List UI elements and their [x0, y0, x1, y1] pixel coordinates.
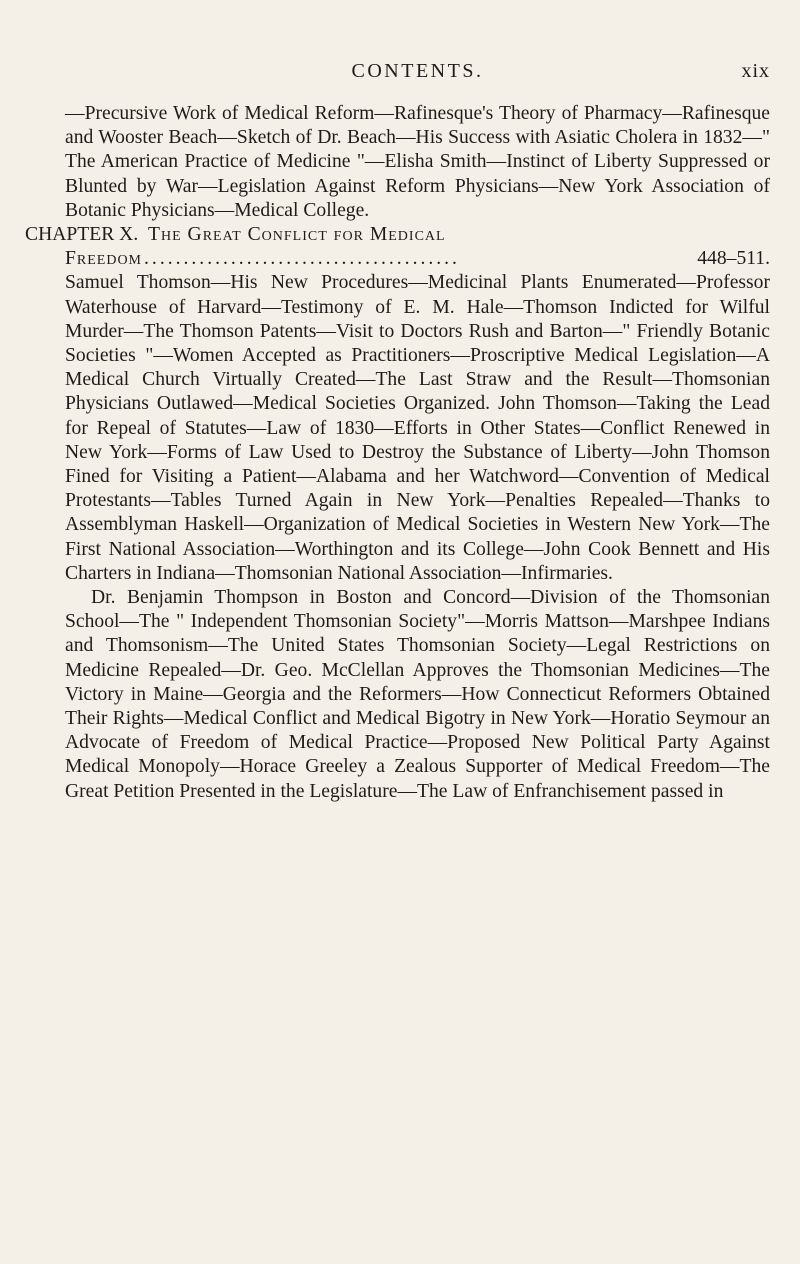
chapter-summary: Samuel Thomson—His New Procedures—Medicinal Plants Enumerated—Professor Waterhouse of Harvard—Testimony of E. M. Hale—Thomson Indicted for Wilful Murder—The Thomson Patents—Visit to Doctors Rush and Barton—" Friendly Botanic Societies "—Women Accepted as Practitioners—Proscriptive Medical Legislation—A Medical Church Virtually Created—The Last Straw and the Result—Thomsonian Physicians Outlawed—Medical Societies Organized. John Thomson—Taking the Lead for Repeal of Statutes—Law of 1830—Efforts in Other States—Conflict Renewed in New York—Forms of Law Used to Destroy the Substance of Liberty—John Thomson Fined for Visiting a Patient—Alabama and her Watchword—Convention of Medical Protestants—Tables Turned Again in New York—Penalties Repealed—Thanks to Assemblyman Haskell—Organization of Medical Societies in Western New York—The First National Association—Worthington and its College—John Cook Bennett and His Charters in Indiana—Thomsonian National Association—Infirmaries.: [65, 272, 770, 584]
chapter-title: The Great Conflict for Medical: [148, 224, 446, 246]
running-head: [65, 60, 770, 84]
chapter-heading: [25, 223, 770, 271]
chapter-label: CHAPTER X.: [25, 224, 139, 246]
chapter-summary-continued: Dr. Benjamin Thompson in Boston and Concord—Division of the Thomsonian School—The " Independent Thomsonian Society"—Morris Mattson—Marshpee Indians and Thomsonism—The United States Thomsonian Society—Legal Restrictions on Medicine Repealed—Dr. Geo. McClellan Approves the Thomsonian Medicines—The Victory in Maine—Georgia and the Reformers—How Connecticut Reformers Obtained Their Rights—Medical Conflict and Medical Bigotry in New York—Horatio Seymour an Advocate of Freedom of Medical Practice—Proposed New Political Party Against Medical Monopoly—Horace Greeley a Zealous Supporter of Medical Freedom—The Great Petition Presented in the Legislature—The Law of Enfranchisement passed in: [65, 587, 770, 802]
contents-text: [25, 102, 770, 804]
chapter-title-end: Freedom: [65, 248, 143, 270]
page-number: xix: [741, 60, 770, 82]
chapter-pages: 448–511.: [697, 248, 770, 270]
running-title: CONTENTS.: [351, 60, 484, 82]
dot-leader: ........................................: [144, 248, 460, 270]
chapter-title-line: [25, 223, 770, 247]
chapter-title-continuation: [65, 247, 770, 271]
continued-entry-summary: —Precursive Work of Medical Reform—Rafinesque's Theory of Pharmacy—Rafinesque and Wooster Beach—Sketch of Dr. Beach—His Success with Asiatic Cholera in 1832—" The American Practice of Medicine "—Elisha Smith—Instinct of Liberty Suppressed or Blunted by War—Legislation Against Reform Physicians—New York Association of Botanic Physicians—Medical College.: [65, 103, 770, 221]
